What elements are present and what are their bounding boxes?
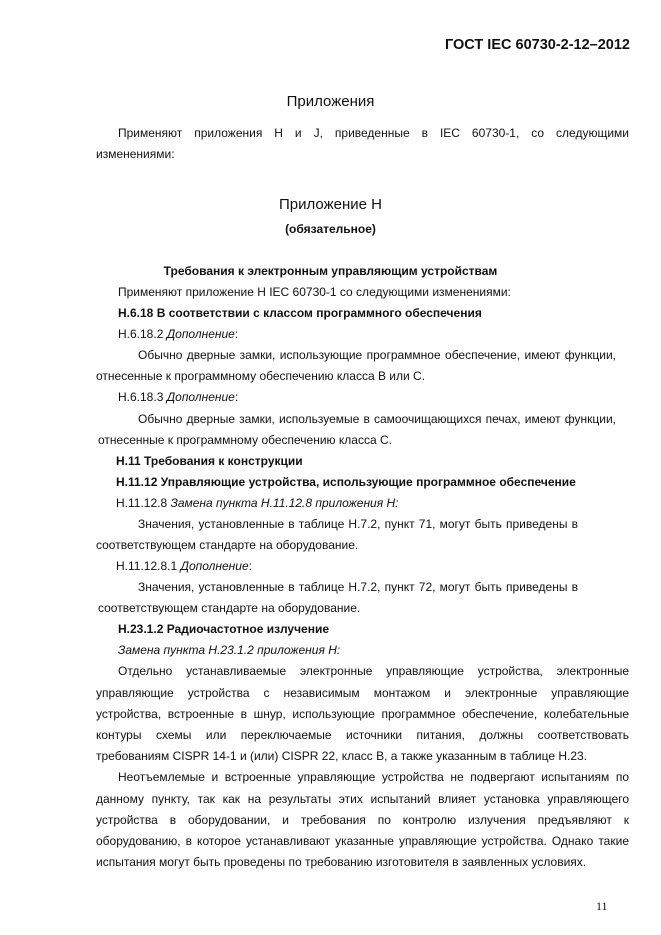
section-h23-1-2-heading: H.23.1.2 Радиочастотное излучение: [118, 622, 330, 636]
paragraph-1-line-4: контуры схемы или переключаемые источники питания, должны соответствовать: [96, 728, 629, 742]
section-h11-12-8-1-text-line-2: соответствующем стандарте на оборудование.: [98, 601, 361, 615]
section-h11-12-8-label: H.11.12.8 Замена пункта H.11.12.8 приложения H:: [116, 496, 399, 510]
section-h6-18-2-text-line-1: Обычно дверные замки, использующие программное обеспечение, имеют функции,: [138, 348, 616, 362]
section-h11-12-8-text-line-2: соответствующем стандарте на оборудование.: [96, 538, 359, 552]
section-h11-heading: H.11 Требования к конструкции: [116, 454, 303, 468]
paragraph-2-line-3: устройства в оборудовании, и требования по контролю излучения предъявляют к: [96, 813, 629, 827]
paragraph-2-line-2: данному пункту, так как на результаты этих испытаний влияет установка управляющего: [96, 792, 629, 806]
section-h6-18-3-label: H.6.18.3 Дополнение:: [118, 390, 239, 404]
section-h6-18-3-text-line-2: отнесенные к программному обеспечению класса С.: [98, 433, 392, 447]
section-h6-18-2-label: H.6.18.2 Дополнение:: [118, 327, 239, 341]
annex-subtitle: Требования к электронным управляющим устройствам: [163, 264, 498, 278]
section-h6-18-2-text-line-2: отнесенные к программному обеспечению класса В или С.: [96, 369, 426, 383]
page-number: 11: [596, 899, 608, 913]
section-h23-1-2-label: Замена пункта H.23.1.2 приложения H:: [118, 643, 341, 657]
section-h6-18-3-text-line-1: Обычно дверные замки, используемые в самоочищающихся печах, имеют функции,: [138, 412, 616, 426]
appendices-intro-line-1: Применяют приложения H и J, приведенные в IEC 60730-1, со следующими: [118, 126, 629, 140]
standard-designation: ГОСТ IEC 60730-2-12–2012: [445, 37, 630, 53]
appendices-intro-line-2: изменениями:: [96, 147, 175, 161]
section-h11-12-8-1-label: H.11.12.8.1 Дополнение:: [116, 559, 252, 573]
section-h11-12-8-1-text-line-1: Значения, установленные в таблице H.7.2, пункт 72, могут быть приведены в: [138, 580, 578, 594]
annex-intro: Применяют приложение H IEC 60730-1 со следующими изменениями:: [118, 285, 511, 299]
section-h11-12-heading: H.11.12 Управляющие устройства, использующие программное обеспечение: [116, 475, 576, 489]
paragraph-2-line-1: Неотъемлемые и встроенные управляющие устройства не подвергают испытаниям по: [118, 770, 629, 784]
section-h6-18-heading: H.6.18 В соответствии с классом программного обеспечения: [118, 306, 482, 320]
paragraph-1-line-1: Отдельно устанавливаемые электронные управляющие устройства, электронные: [118, 664, 629, 678]
appendices-title: Приложения: [286, 93, 375, 110]
paragraph-1-line-5: требованиям CISPR 14-1 и (или) CISPR 22, класс В, а также указанным в таблице H.23.: [96, 749, 588, 763]
paragraph-2-line-5: испытания могут быть проведены по требованию изготовителя в заявленных условиях.: [96, 855, 587, 869]
paragraph-1-line-3: устройства, встроенные в шнур, использующие программное обеспечение, колебательные: [96, 707, 629, 721]
paragraph-1-line-2: управляющие устройства с независимым монтажом и электронные управляющие: [96, 686, 629, 700]
paragraph-2-line-4: оборудованию, в которое устанавливают указанные управляющие устройства. Однако такие: [96, 834, 629, 848]
annex-status: (обязательное): [285, 222, 376, 236]
annex-title: Приложение H: [279, 196, 382, 213]
section-h11-12-8-text-line-1: Значения, установленные в таблице H.7.2, пункт 71, могут быть приведены в: [138, 517, 578, 531]
